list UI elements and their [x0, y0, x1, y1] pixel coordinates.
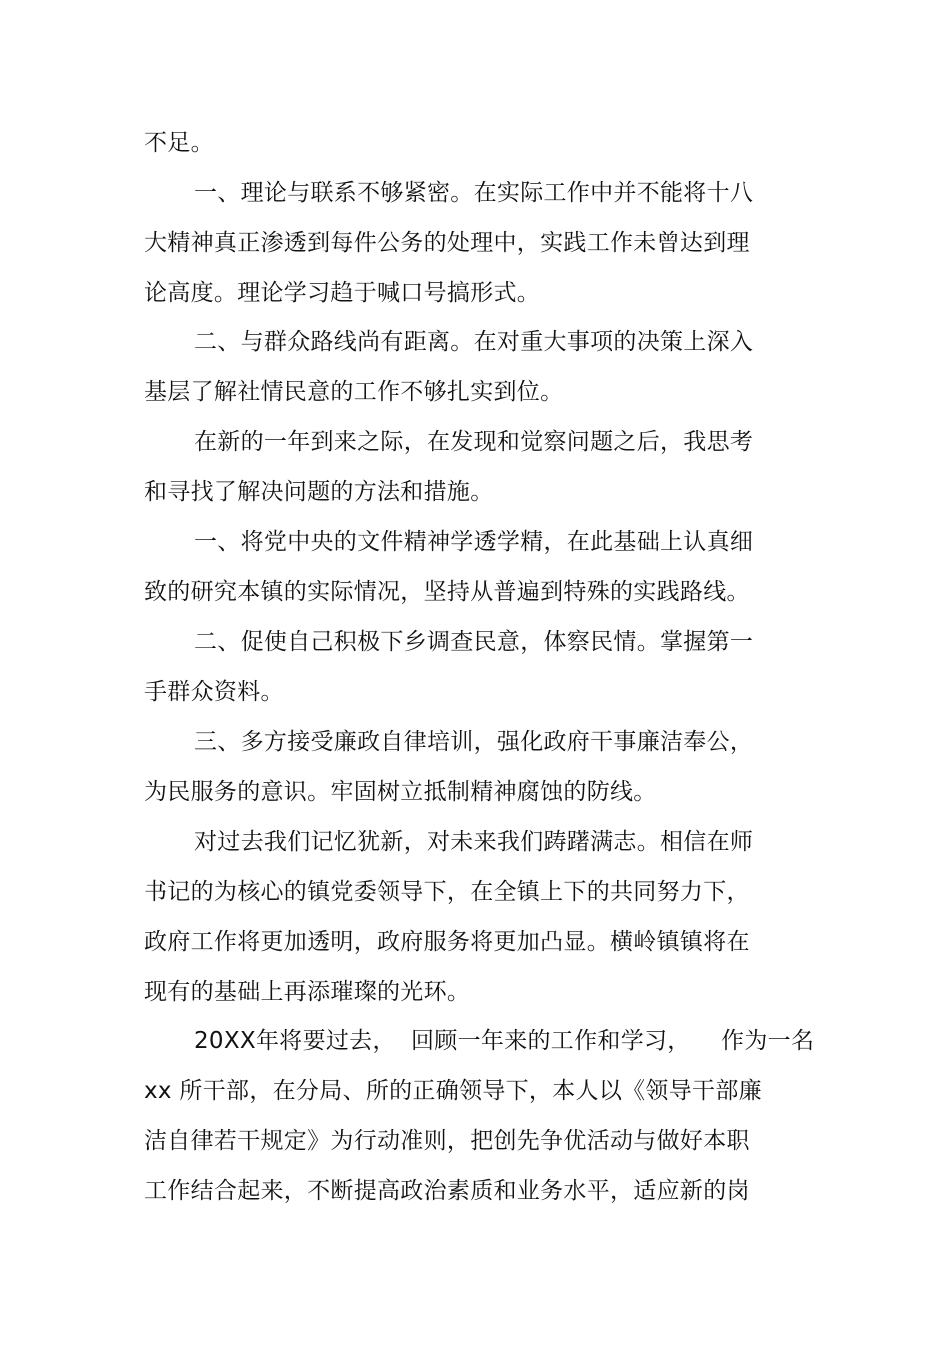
text-line: 大精神真正渗透到每件公务的处理中，实践工作未曾达到理	[144, 230, 750, 256]
text-line: 二、促使自己积极下乡调查民意，体察民情。掌握第一	[194, 629, 754, 655]
text-line: 在新的一年到来之际，在发现和觉察问题之后，我思考	[194, 429, 754, 455]
text-line: 二、与群众路线尚有距离。在对重大事项的决策上深入	[194, 329, 754, 355]
text-line: 洁自律若干规定》为行动准则，把创先争优活动与做好本职	[144, 1128, 750, 1154]
text-line: xx 所干部，在分局、所的正确领导下，本人以《领导干部廉	[144, 1078, 762, 1104]
text-line: 基层了解社情民意的工作不够扎实到位。	[144, 379, 564, 405]
text-line: 不足。	[144, 130, 214, 156]
text-line: 手群众资料。	[144, 679, 284, 705]
text-line: 书记的为核心的镇党委领导下，在全镇上下的共同努力下，	[144, 879, 750, 905]
text-line: 三、多方接受廉政自律培训，强化政府干事廉洁奉公，	[194, 729, 754, 755]
text-line: 20XX年将要过去， 回顾一年来的工作和学习， 作为一名	[194, 1028, 815, 1054]
text-line: 对过去我们记忆犹新，对未来我们踌躇满志。相信在师	[194, 829, 754, 855]
text-line: 致的研究本镇的实际情况，坚持从普遍到特殊的实践路线。	[144, 579, 750, 605]
text-line: 一、理论与联系不够紧密。在实际工作中并不能将十八	[194, 180, 754, 206]
text-line: 工作结合起来，不断提高政治素质和业务水平，适应新的岗	[144, 1178, 750, 1204]
text-line: 一、将党中央的文件精神学透学精，在此基础上认真细	[194, 529, 754, 555]
text-line: 政府工作将更加透明，政府服务将更加凸显。横岭镇镇将在	[144, 929, 750, 955]
text-line: 现有的基础上再添璀璨的光环。	[144, 979, 471, 1005]
text-line: 为民服务的意识。牢固树立抵制精神腐蚀的防线。	[144, 779, 657, 805]
text-line: 论高度。理论学习趋于喊口号搞形式。	[144, 280, 541, 306]
text-line: 和寻找了解决问题的方法和措施。	[144, 479, 494, 505]
